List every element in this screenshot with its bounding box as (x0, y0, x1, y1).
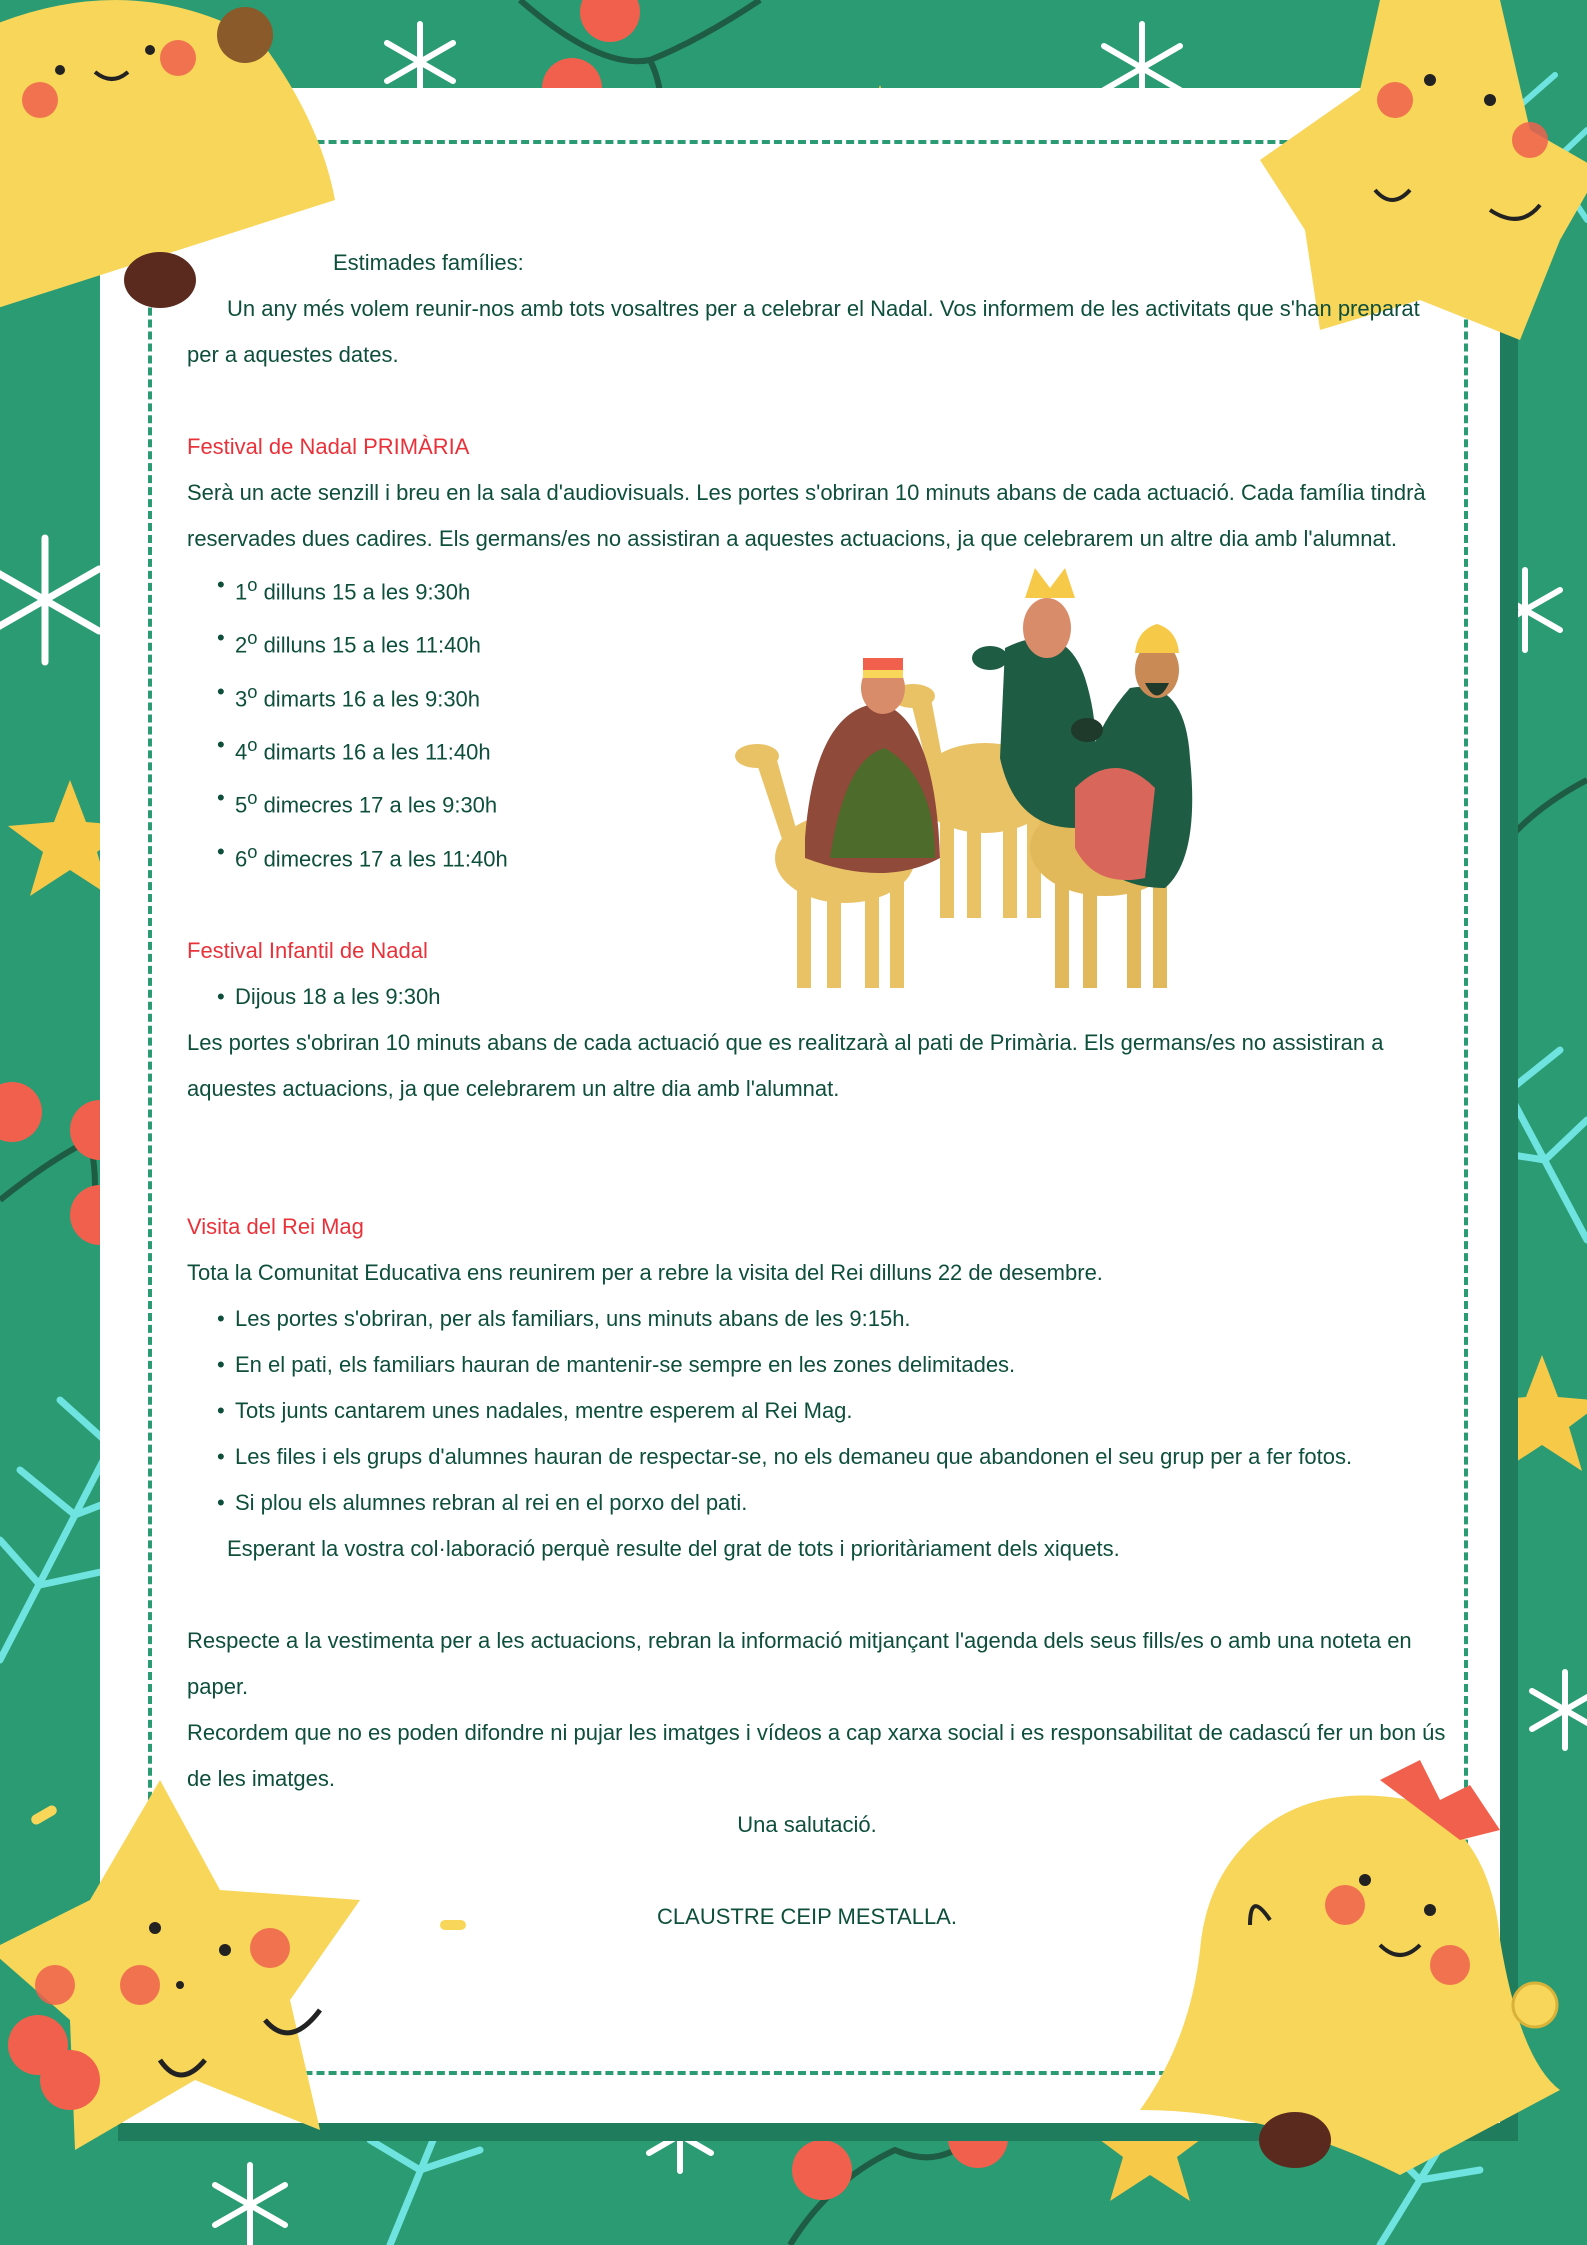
list-item: • Tots junts cantarem unes nadales, mentre esperem al Rei Mag. (235, 1388, 1447, 1434)
vestimenta-paragraph: Respecte a la vestimenta per a les actuacions, rebran la informació mitjançant l'agenda dels seus fills/es o amb una noteta en paper. (187, 1627, 1412, 1699)
festival-infantil-title: Festival Infantil de Nadal (187, 937, 428, 963)
festival-primaria-schedule (187, 562, 1447, 882)
signature: CLAUSTRE CEIP MESTALLA. (657, 1903, 957, 1929)
list-item: • Les files i els grups d'alumnes hauran de respectar-se, no els demaneu que abandonen el seu grup per a fer fotos. (235, 1434, 1447, 1480)
list-item: • En el pati, els familiars hauran de mantenir-se sempre en les zones delimitades. (235, 1342, 1447, 1388)
list-item: • 2$^o$ dilluns 15 a les 11:40h (235, 615, 1447, 668)
list-item: • 1$^o$ dilluns 15 a les 9:30h (235, 562, 1447, 615)
festival-infantil-text: Les portes s'obriran 10 minuts abans de cada actuació que es realitzarà al pati de Primària. Els germans/es no assistiran a aquestes actuacions, ja que celebrarem un altre dia amb l'alumnat. (187, 1029, 1384, 1101)
rei-mag-text: Tota la Comunitat Educativa ens reunirem per a rebre la visita del Rei dilluns 22 de desembre. (187, 1259, 1103, 1285)
letter-body (187, 240, 1447, 1940)
list-item: • 4$^o$ dimarts 16 a les 11:40h (235, 722, 1447, 775)
festival-primaria-text: Serà un acte senzill i breu en la sala d'audiovisuals. Les portes s'obriran 10 minuts abans de cada actuació. Cada família tindrà reservades dues cadires. Els germans/es no assistiran a aquestes actuacions, ja que celebrarem un altre dia amb l'alumnat. (187, 480, 1426, 551)
list-item: • 5$^o$ dimecres 17 a les 9:30h (235, 775, 1447, 828)
list-item: • Si plou els alumnes rebran al rei en el porxo del pati. (235, 1480, 1447, 1526)
list-item: • Dijous 18 a les 9:30h (235, 974, 1447, 1020)
salutation: Una salutació. (737, 1811, 877, 1837)
intro-paragraph: Un any més volem reunir-nos amb tots vosaltres per a celebrar el Nadal. Vos informem de les activitats que s'han preparat per a aquestes dates. (187, 296, 1420, 367)
rei-mag-list (187, 1296, 1447, 1526)
imatges-paragraph: Recordem que no es poden difondre ni pujar les imatges i vídeos a cap xarxa social i es responsabilitat de cadascú fer un bon ús de les imatges. (187, 1719, 1446, 1791)
festival-primaria-title: Festival de Nadal PRIMÀRIA (187, 434, 470, 459)
festival-infantil-schedule (187, 974, 1447, 1020)
greeting: Estimades famílies: (333, 250, 524, 275)
list-item: • 6$^o$ dimecres 17 a les 11:40h (235, 829, 1447, 882)
rei-mag-title: Visita del Rei Mag (187, 1213, 364, 1239)
rei-mag-closing: Esperant la vostra col·laboració perquè resulte del grat de tots i prioritàriament dels xiquets. (227, 1535, 1120, 1561)
list-item: • Les portes s'obriran, per als familiars, uns minuts abans de les 9:15h. (235, 1296, 1447, 1342)
list-item: • 3$^o$ dimarts 16 a les 9:30h (235, 669, 1447, 722)
